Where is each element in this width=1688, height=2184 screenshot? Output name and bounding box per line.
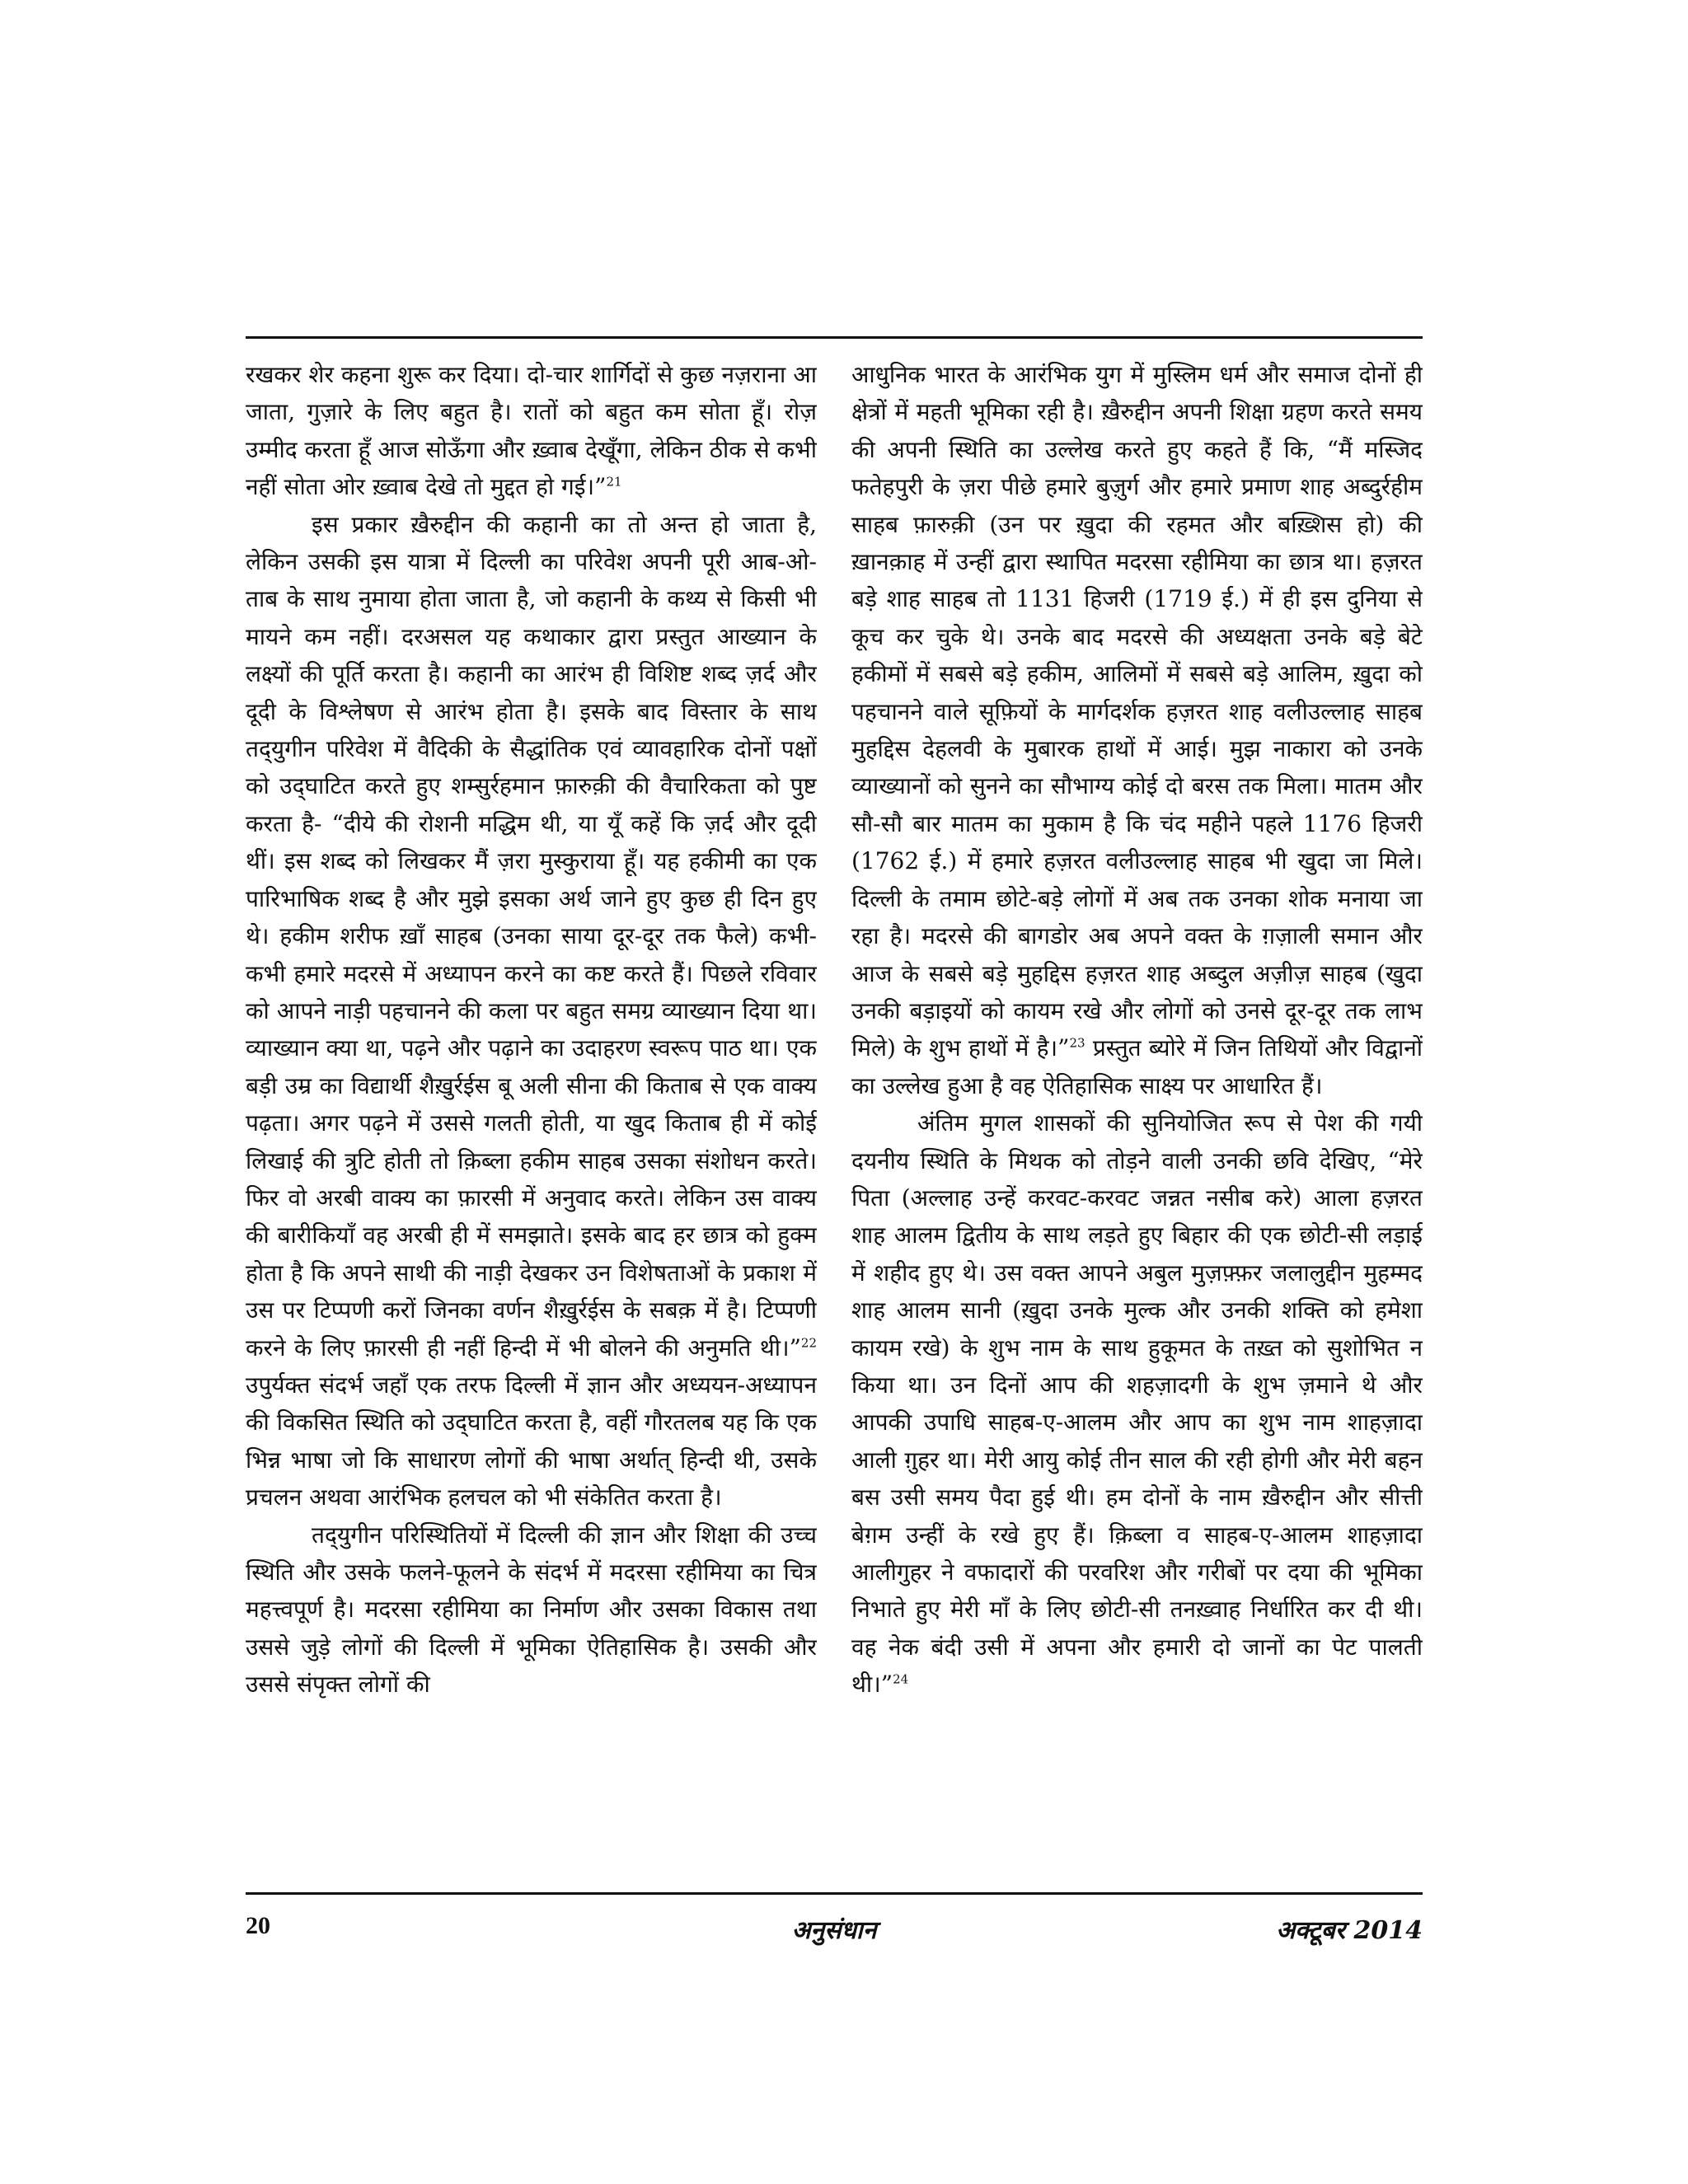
footnote-ref: 24 bbox=[893, 1671, 909, 1687]
paragraph-text: तद्‌युगीन परिस्थितियों में दिल्ली की ज्ञान और शिक्षा की उच्च स्थिति और उसके फलने-फूलने के संदर्भ में मदरसा रहीमिया का चित्र महत्त्वपूर्ण है। मदरसा रहीमिया का निर्माण और उसका विकास तथा उससे जुड़े लोगों की दिल्ली में भूमिका ऐतिहासिक है। उसकी और उससे संपृक्त लोगों की bbox=[246, 1521, 817, 1699]
paragraph-text: आधुनिक भारत के आरंभिक युग में मुस्लिम धर्म और समाज दोनों ही क्षेत्रों में महती भूमिका रही है। ख़ैरुद्दीन अपनी शिक्षा ग्रहण करते समय की अपनी स्थिति का उल्लेख करते हुए कहते हैं कि, “मैं मस्जिद फतेहपुरी के ज़रा पीछे हमारे बुज़ुर्ग और हमारे प्रमाण शाह अब्दुर्रहीम साहब फ़ारुक़ी (उन पर ख़ुदा की रहमत और बख़्शिस हो) की ख़ानक़ाह में उन्हीं द्वारा स्थापित मदरसा रहीमिया का छात्र था। हज़रत बड़े शाह साहब तो 1131 हिजरी (1719 ई.) में ही इस दुनिया से कूच कर चुके थे। उनके बाद मदरसे की अध्यक्षता उनके बड़े बेटे हकीमों में सबसे बड़े हकीम, आलिमों में सबसे बड़े आलिम, ख़ुदा को पहचानने वाले सूफ़ियों के मार्गदर्शक हज़रत शाह वलीउल्लाह साहब मुहद्दिस देहलवी के मुबारक हाथों में आई। मुझ नाकारा को उनके व्याख्यानों को सुनने का सौभाग्य कोई दो बरस तक मिला। मातम और सौ-सौ बार मातम का मुकाम है कि चंद महीने पहले 1176 हिजरी (1762 ई.) में हमारे हज़रत वलीउल्लाह साहब भी खुदा जा मिले। दिल्ली के तमाम छोटे-बड़े लोगों में अब तक उनका शोक मनाया जा रहा है। मदरसे की बागडोर अब अपने वक्त के ग़ज़ाली समान और आज के सबसे बड़े मुहद्दिस हज़रत शाह अब्दुल अज़ीज़ साहब (खुदा उनकी बड़ाइयों को कायम रखे और लोगों को उनसे दूर-दूर तक लाभ मिले) के शुभ हाथों में है।” bbox=[851, 361, 1423, 1062]
paragraph bbox=[851, 1104, 1423, 1704]
right-column bbox=[851, 356, 1423, 1872]
issue-date: अक्टूबर 2014 bbox=[1276, 1916, 1423, 1945]
paragraph bbox=[246, 356, 817, 506]
journal-name: अनुसंधान bbox=[791, 1916, 877, 1945]
bottom-rule bbox=[246, 1892, 1423, 1895]
page-number: 20 bbox=[246, 1912, 270, 1939]
left-column bbox=[246, 356, 817, 1872]
paragraph-text: इस प्रकार ख़ैरुद्दीन की कहानी का तो अन्त हो जाता है, लेकिन उसकी इस यात्रा में दिल्ली का परिवेश अपनी पूरी आब-ओ-ताब के साथ नुमाया होता जाता है, जो कहानी के कथ्य से किसी भी मायने कम नहीं। दरअसल यह कथाकार द्वारा प्रस्तुत आख्यान के लक्ष्यों की पूर्ति करता है। कहानी का आरंभ ही विशिष्ट शब्द ज़र्द और दूदी के विश्लेषण से आरंभ होता है। इसके बाद विस्तार के साथ तद्‌युगीन परिवेश में वैदिकी के सैद्धांतिक एवं व्यावहारिक दोनों पक्षों को उद्‌घाटित करते हुए शम्सुर्रहमान फ़ारुक़ी की वैचारिकता को पुष्ट करता है- “दीये की रोशनी मद्धिम थी, या यूँ कहें कि ज़र्द और दूदी थीं। इस शब्द को लिखकर मैं ज़रा मुस्कुराया हूँ। यह हकीमी का एक पारिभाषिक शब्द है और मुझे इसका अर्थ जाने हुए कुछ ही दिन हुए थे। हकीम शरीफ ख़ाँ साहब (उनका साया दूर-दूर तक फैले) कभी-कभी हमारे मदरसे में अध्यापन करने का कष्ट करते हैं। पिछले रविवार को आपने नाड़ी पहचानने की कला पर बहुत समग्र व्याख्यान दिया था। व्याख्यान क्या था, पढ़ने और पढ़ाने का उदाहरण स्वरूप पाठ था। एक बड़ी उम्र का विद्यार्थी शैख़ुर्रईस बू अली सीना की किताब से एक वाक्य पढ़ता। अगर पढ़ने में उससे गलती होती, या खुद किताब ही में कोई लिखाई की त्रुटि होती तो क़िब्ला हकीम साहब उसका संशोधन करते। फिर वो अरबी वाक्य का फ़ारसी में अनुवाद करते। लेकिन उस वाक्य की बारीकियाँ वह अरबी ही में समझाते। इसके बाद हर छात्र को हुक्म होता है कि अपने साथी की नाड़ी देखकर उन विशेषताओं के प्रकाश में उस पर टिप्पणी करों जिनका वर्णन शैख़ुर्रईस के सबक़ में है। टिप्पणी करने के लिए फ़ारसी ही नहीं हिन्दी में भी बोलने की अनुमति थी।” bbox=[246, 510, 817, 1361]
paragraph bbox=[246, 506, 817, 1516]
paragraph-text: रखकर शेर कहना शुरू कर दिया। दो-चार शार्गिदों से कुछ नज़राना आ जाता, गुज़ारे के लिए बहुत है। रातों को बहुत कम सोता हूँ। रोज़ उम्मीद करता हूँ आज सोऊँगा और ख़्वाब देखूँगा, लेकिन ठीक से कभी नहीं सोता ओर ख़्वाब देखे तो मुद्दत हो गई।” bbox=[246, 361, 817, 501]
paragraph-text: उपुर्यक्त संदर्भ जहाँ एक तरफ दिल्ली में ज्ञान और अध्ययन-अध्यापन की विकसित स्थिति को उद्‌घाटित करता है, वहीं गौरतलब यह कि एक भिन्न भाषा जो कि साधारण लोगों की भाषा अर्थात्‌ हिन्दी थी, उसके प्रचलन अथवा आरंभिक हलचल को भी संकेतित करता है। bbox=[246, 1371, 817, 1511]
paragraph-text: अंतिम मुगल शासकों की सुनियोजित रूप से पेश की गयी दयनीय स्थिति के मिथक को तोड़ने वाली उनकी छवि देखिए, “मेरे पिता (अल्लाह उन्हें करवट-करवट जन्नत नसीब करे) आला हज़रत शाह आलम द्वितीय के साथ लड़ते हुए बिहार की एक छोटी-सी लड़ाई में शहीद हुए थे। उस वक्त आपने अबुल मुज़फ़्फ़र जलालुद्दीन मुहम्मद शाह आलम सानी (ख़ुदा उनके मुल्क और उनकी शक्ति को हमेशा कायम रखे) के शुभ नाम के साथ हुकूमत के तख़्त को सुशोभित न किया था। उन दिनों आप की शहज़ादगी के शुभ ज़माने थे और आपकी उपाधि साहब-ए-आलम और आप का शुभ नाम शाहज़ादा आली ग़ुहर था। मेरी आयु कोई तीन साल की रही होगी और मेरी बहन बस उसी समय पैदा हुई थी। हम दोनों के नाम ख़ैरुद्दीन और सीत्ती बेग़म उन्हीं के रखे हुए हैं। क़िब्ला व साहब-ए-आलम शाहज़ादा आलीगुहर ने वफादारों की परवरिश और गरीबों पर दया की भूमिका निभाते हुए मेरी माँ के लिए छोटी-सी तनख़्वाह निर्धारित कर दी थी। वह नेक बंदी उसी में अपना और हमारी दो जानों का पेट पालती थी।” bbox=[851, 1109, 1423, 1699]
paragraph bbox=[851, 356, 1423, 1104]
paragraph-text: प्रस्तुत ब्योरे में जिन तिथियों और विद्वानों का उल्लेख हुआ है वह ऐतिहासिक साक्ष्य पर आधारित हैं। bbox=[851, 1034, 1423, 1099]
footnote-ref: 23 bbox=[1069, 1035, 1085, 1051]
page-footer bbox=[246, 1912, 1423, 1945]
footnote-ref: 21 bbox=[606, 474, 622, 490]
top-rule bbox=[246, 336, 1423, 339]
paragraph bbox=[246, 1516, 817, 1704]
footnote-ref: 22 bbox=[800, 1335, 817, 1351]
